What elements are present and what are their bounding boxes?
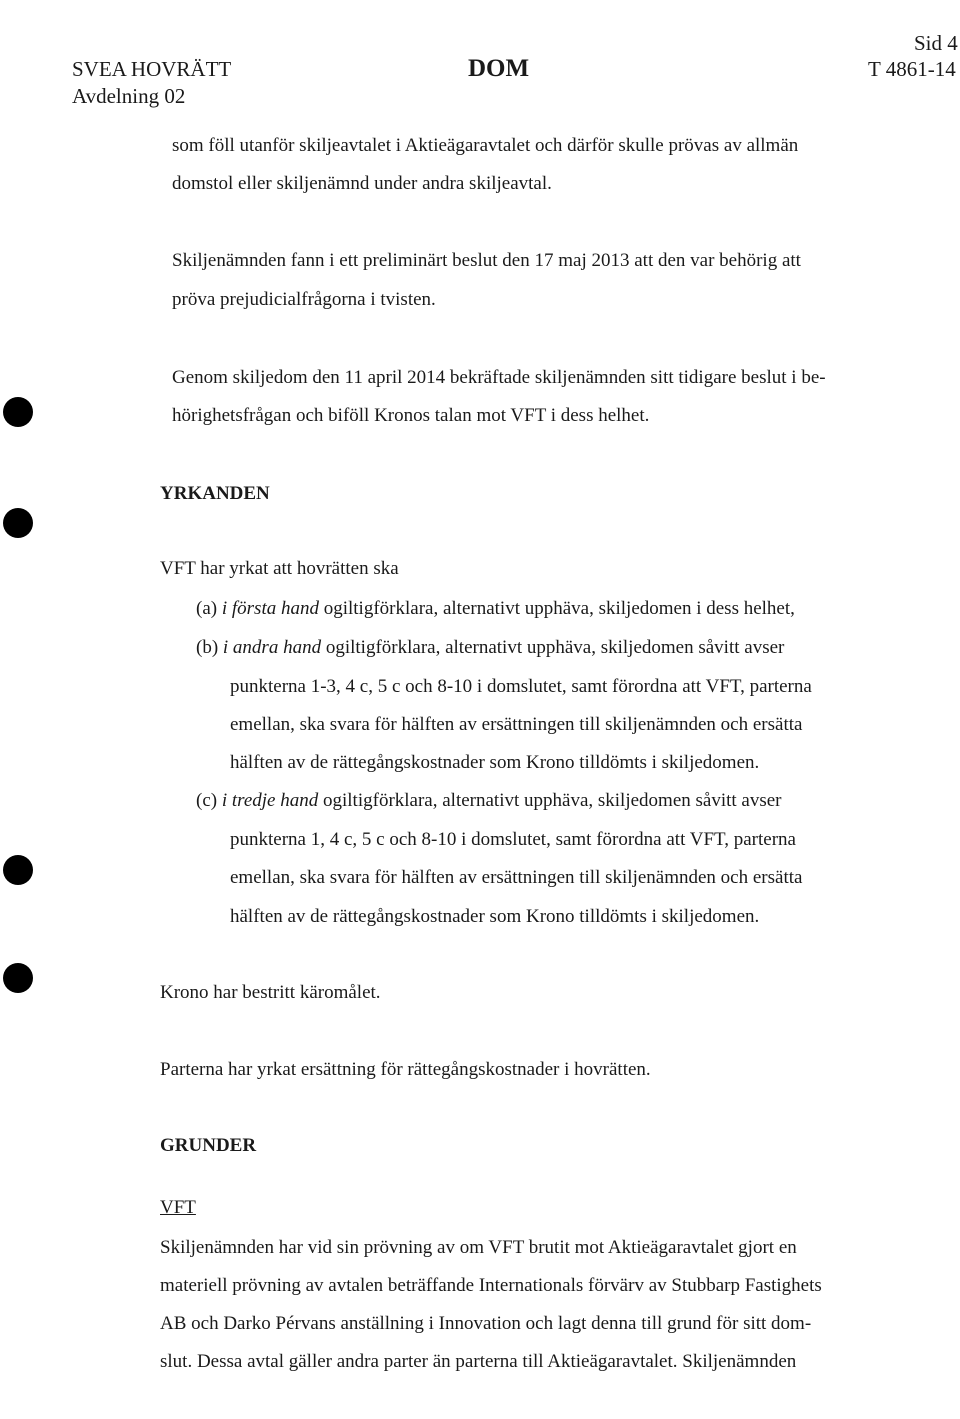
section-heading-grunder: GRUNDER	[160, 1135, 257, 1156]
claim-text: ogiltigförklara, alternativt upphäva, skiljedomen såvitt avser	[323, 790, 782, 811]
department: Avdelning 02	[72, 84, 186, 108]
claim-emphasis: i andra hand	[222, 637, 322, 658]
claim-marker: (b)	[196, 637, 219, 658]
claim-text-line: punkterna 1-3, 4 c, 5 c och 8-10 i domslutet, samt förordna att VFT, parterna	[230, 676, 812, 697]
claim-marker: (c)	[196, 790, 218, 811]
paragraph-line: pröva prejudicialfrågorna i tvisten.	[172, 289, 436, 310]
claim-item-b	[196, 636, 784, 660]
claim-marker: (a)	[196, 598, 218, 619]
claim-text-line: hälften av de rättegångskostnader som Krono tilldömts i skiljedomen.	[230, 906, 760, 927]
punch-hole	[3, 963, 33, 993]
claims-intro: VFT har yrkat att hovrätten ska	[160, 558, 399, 579]
claim-text: ogiltigförklara, alternativt upphäva, skiljedomen i dess helhet,	[323, 598, 795, 619]
paragraph-line: Skiljenämnden fann i ett preliminärt beslut den 17 maj 2013 att den var behörig att	[172, 250, 801, 271]
punch-hole	[3, 397, 33, 427]
paragraph-line: som föll utanför skiljeavtalet i Aktieägaravtalet och därför skulle prövas av allmän	[172, 135, 799, 156]
claim-text-line: hälften av de rättegångskostnader som Krono tilldömts i skiljedomen.	[230, 752, 760, 773]
paragraph-line: domstol eller skiljenämnd under andra skiljeavtal.	[172, 173, 552, 194]
claim-emphasis: i tredje hand	[221, 790, 319, 811]
costs-statement: Parterna har yrkat ersättning för rättegångskostnader i hovrätten.	[160, 1059, 651, 1080]
grounds-line: materiell prövning av avtalen beträffande Internationals förvärv av Stubbarp Fastighets	[160, 1275, 822, 1296]
punch-hole	[3, 855, 33, 885]
paragraph-line: hörighetsfrågan och biföll Kronos talan mot VFT i dess helhet.	[172, 405, 650, 426]
claim-text-line: emellan, ska svara för hälften av ersättningen till skiljenämnden och ersätta	[230, 714, 803, 735]
case-number: T 4861-14	[868, 57, 956, 81]
grounds-line: Skiljenämnden har vid sin prövning av om VFT brutit mot Aktieägaravtalet gjort en	[160, 1237, 797, 1258]
court-name: SVEA HOVRÄTT	[72, 57, 232, 81]
paragraph-line: Genom skiljedom den 11 april 2014 bekräftade skiljenämnden sitt tidigare beslut i be-	[172, 367, 826, 388]
claim-text-line: punkterna 1, 4 c, 5 c och 8-10 i domslutet, samt förordna att VFT, parterna	[230, 829, 796, 850]
grounds-line: AB och Darko Pérvans anställning i Innovation och lagt denna till grund för sitt dom-	[160, 1313, 812, 1334]
document-type: DOM	[468, 55, 530, 82]
section-heading-yrkanden: YRKANDEN	[160, 483, 270, 504]
krono-statement: Krono har bestritt käromålet.	[160, 982, 381, 1003]
claim-item-c	[196, 789, 782, 813]
subheading-vft: VFT	[160, 1197, 196, 1218]
page-number: Sid 4	[914, 31, 958, 55]
claim-text: ogiltigförklara, alternativt upphäva, skiljedomen såvitt avser	[325, 637, 785, 658]
claim-emphasis: i första hand	[221, 598, 319, 619]
punch-hole	[3, 508, 33, 538]
claim-item-a	[196, 597, 795, 621]
grounds-line: slut. Dessa avtal gäller andra parter än parterna till Aktieägaravtalet. Skiljenämnden	[160, 1351, 797, 1372]
claim-text-line: emellan, ska svara för hälften av ersättningen till skiljenämnden och ersätta	[230, 867, 803, 888]
